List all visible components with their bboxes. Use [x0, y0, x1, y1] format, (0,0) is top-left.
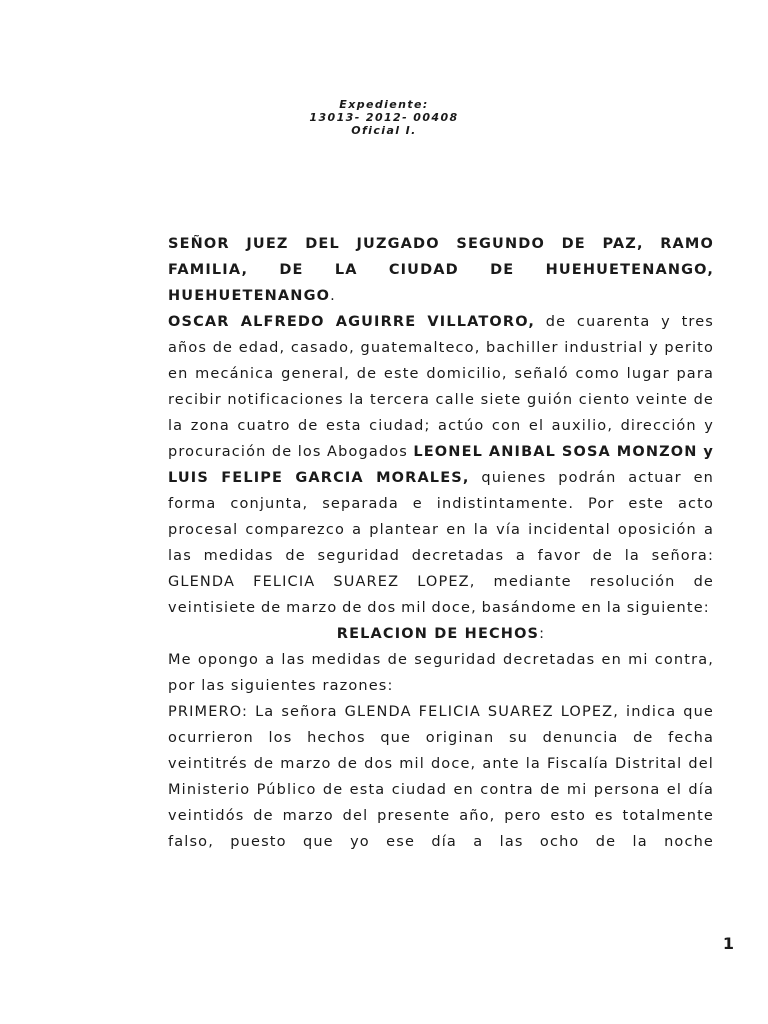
- case-number: 13013- 2012- 00408: [309, 111, 459, 124]
- addressee-end: .: [330, 288, 336, 304]
- section-heading-end: :: [539, 626, 546, 642]
- case-label: Expediente:: [339, 98, 429, 111]
- lawyers-names: LEONEL ANIBAL SOSA MONZON y LUIS FELIPE GARCIA MORALES,: [168, 444, 714, 486]
- page-number: 1: [722, 934, 734, 953]
- addressee: SEÑOR JUEZ DEL JUZGADO SEGUNDO DE PAZ, RAMO FAMILIA, DE LA CIUDAD DE HUEHUETENANGO, HUEHUETENANGO: [168, 236, 714, 304]
- section-heading: [168, 621, 714, 647]
- petitioner-name: OSCAR ALFREDO AGUIRRE VILLATORO,: [168, 314, 536, 330]
- case-header: [0, 98, 768, 137]
- addressee-paragraph: [168, 231, 714, 309]
- intro-text-2: quienes podrán actuar en forma conjunta, separada e indistintamente. Por este acto procesal comparezco a plantear en la vía incidental oposición a las medidas de seguridad decretadas a favor de la señora: GLENDA FELICIA SUAREZ LOPEZ, mediante resolución de veintisiete de marzo de dos mil doce, basándome en la siguiente:: [168, 470, 715, 616]
- intro-text-1: de cuarenta y tres años de edad, casado, guatemalteco, bachiller industrial y perito en mecánica general, de este domicilio, señaló como lugar para recibir notificaciones la tercera calle siete guión ciento veinte de la zona cuatro de esta ciudad; actúo con el auxilio, dirección y procuración de los Abogados: [168, 314, 714, 460]
- intro-paragraph: [168, 309, 714, 621]
- opposition-paragraph: Me opongo a las medidas de seguridad decretadas en mi contra, por las siguientes razones:: [168, 652, 714, 694]
- clerk-label: Oficial I.: [351, 124, 417, 137]
- first-fact-paragraph: PRIMERO: La señora GLENDA FELICIA SUAREZ LOPEZ, indica que ocurrieron los hechos que originan su denuncia de fecha veintitrés de marzo de dos mil doce, ante la Fiscalía Distrital del Ministerio Público de esta ciudad en contra de mi persona el día veintidós de marzo del presente año, pero esto es totalmente falso, puesto que yo ese día a las ocho de la noche: [168, 704, 714, 850]
- document-body: [168, 231, 714, 855]
- section-heading-text: RELACION DE HECHOS: [336, 626, 540, 642]
